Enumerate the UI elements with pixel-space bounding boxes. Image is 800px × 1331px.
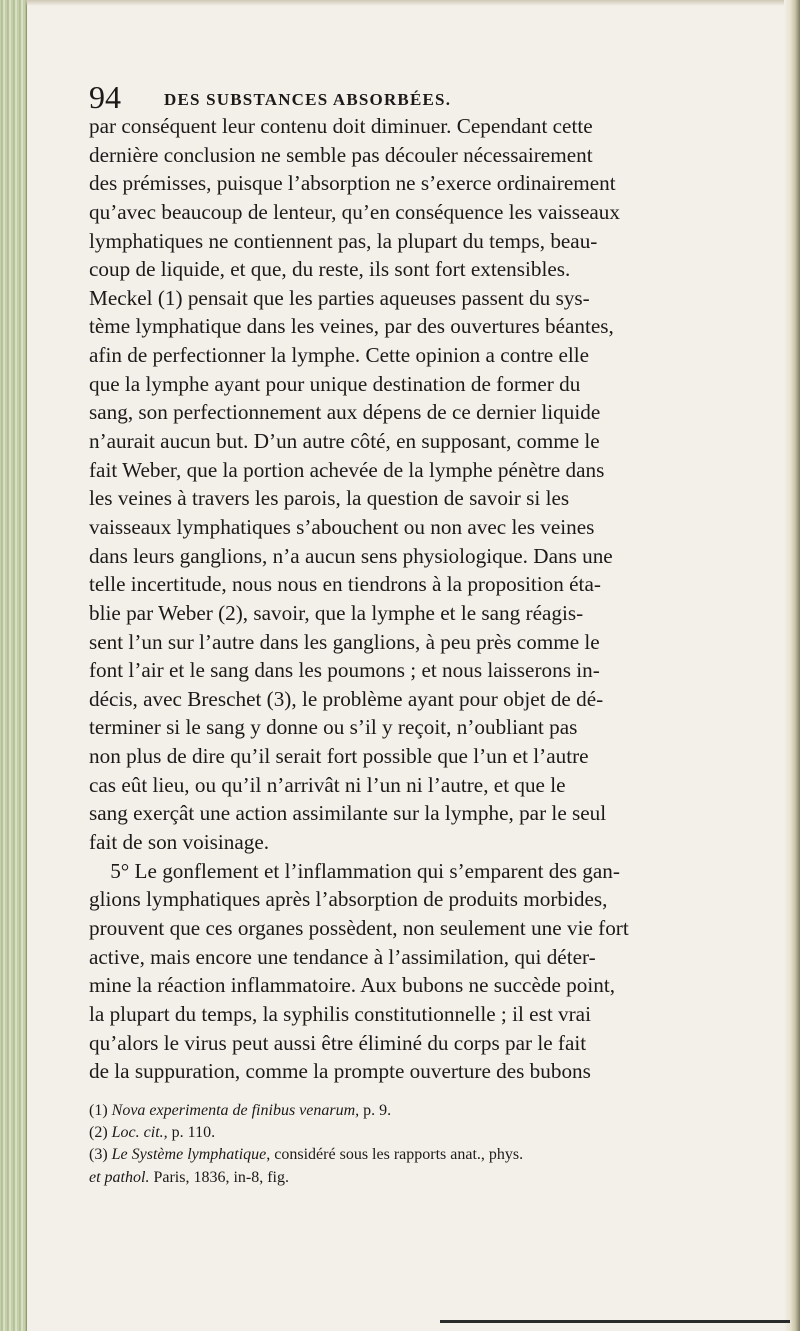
footnote-mark: (1) <box>89 1101 108 1119</box>
text-line: dans leurs ganglions, n’a aucun sens physiologique. Dans une <box>89 543 613 568</box>
footnote-text: p. 110. <box>167 1124 216 1142</box>
footnote-title: Le Système lymphatique <box>111 1146 267 1164</box>
text-line: lymphatiques ne contiennent pas, la plupart du temps, beau- <box>89 228 598 253</box>
text-line: les veines à travers les parois, la question de savoir si les <box>89 486 570 511</box>
text-line: non plus de dire qu’il serait fort possible que l’un et l’autre <box>89 744 589 769</box>
text-line: n’aurait aucun but. D’un autre côté, en supposant, comme le <box>89 429 600 454</box>
footnotes <box>89 1100 795 1189</box>
footnote-text: p. 9. <box>359 1101 392 1119</box>
text-line: des prémisses, puisque l’absorption ne s’exerce ordinairement <box>89 171 616 196</box>
footnote-title: Nova experimenta de finibus venarum, <box>111 1101 360 1119</box>
text-line: fait de son voisinage. <box>89 830 270 855</box>
text-line: par conséquent leur contenu doit diminuer. Cependant cette <box>89 114 593 138</box>
text-line: 5° Le gonflement et l’inflammation qui s’emparent des gan- <box>89 858 620 883</box>
footnote-mark: (2) <box>89 1124 108 1142</box>
text-line: active, mais encore une tendance à l’assimilation, qui déter- <box>89 944 596 969</box>
text-line: Meckel (1) pensait que les parties aqueuses passent du sys- <box>89 285 590 310</box>
text-line: sang exerçât une action assimilante sur la lymphe, par le seul <box>89 801 607 826</box>
running-title: DES SUBSTANCES ABSORBÉES. <box>164 90 452 109</box>
text-line: telle incertitude, nous nous en tiendrons à la proposition éta- <box>89 572 601 597</box>
text-line: coup de liquide, et que, du reste, ils sont fort extensibles. <box>89 257 571 282</box>
text-line: que la lymphe ayant pour unique destination de former du <box>89 371 581 396</box>
text-line: tème lymphatique dans les veines, par des ouvertures béantes, <box>89 314 614 339</box>
text-line: prouvent que ces organes possèdent, non seulement une vie fort <box>89 915 629 940</box>
text-line: cas eût lieu, ou qu’il n’arrivât ni l’un ni l’autre, et que le <box>89 772 566 797</box>
text-line: décis, avec Breschet (3), le problème ayant pour objet de dé- <box>89 686 604 711</box>
page-top-shadow <box>26 0 784 6</box>
text-line: afin de perfectionner la lymphe. Cette opinion a contre elle <box>89 343 590 368</box>
footnote-mark: (3) <box>89 1146 108 1164</box>
page-number: 94 <box>89 79 121 115</box>
text-line: mine la réaction inflammatoire. Aux bubons ne succède point, <box>89 973 616 998</box>
text-line: sent l’un sur l’autre dans les ganglions, à peu près comme le <box>89 629 600 654</box>
bottom-rule <box>440 1320 790 1323</box>
footnote-title: Loc. cit., <box>111 1124 168 1142</box>
text-line: sang, son perfectionnement aux dépens de ce dernier liquide <box>89 400 601 425</box>
text-line: blie par Weber (2), savoir, que la lymphe et le sang réagis- <box>89 600 584 625</box>
footnote-text: , considéré sous les rapports anat., phys. <box>266 1146 524 1164</box>
footnote <box>89 1100 795 1122</box>
text-line: qu’avec beaucoup de lenteur, qu’en conséquence les vaisseaux <box>89 199 620 224</box>
binding-gutter <box>0 0 27 1331</box>
footnote-title: et pathol. <box>89 1168 150 1186</box>
text-line: vaisseaux lymphatiques s’abouchent ou non avec les veines <box>89 514 595 539</box>
text-line: fait Weber, que la portion achevée de la lymphe pénètre dans <box>89 457 605 482</box>
book-page <box>89 79 795 1189</box>
text-line: la plupart du temps, la syphilis constitutionnelle ; il est vrai <box>89 1001 591 1026</box>
footnote-text: Paris, 1836, in-8, fig. <box>149 1168 289 1186</box>
footnote <box>89 1167 795 1189</box>
page-header <box>89 79 795 115</box>
text-line: qu’alors le virus peut aussi être éliminé du corps par le fait <box>89 1030 587 1055</box>
text-line: terminer si le sang y donne ou s’il y reçoit, n’oubliant pas <box>89 715 578 740</box>
text-line: de la suppuration, comme la prompte ouverture des bubons <box>89 1059 591 1084</box>
text-line: glions lymphatiques après l’absorption de produits morbides, <box>89 887 608 912</box>
text-line: font l’air et le sang dans les poumons ; et nous laisserons in- <box>89 658 600 683</box>
body-text <box>89 112 795 1086</box>
text-line: dernière conclusion ne semble pas découler nécessairement <box>89 142 593 167</box>
footnote <box>89 1122 795 1144</box>
footnote <box>89 1144 795 1166</box>
